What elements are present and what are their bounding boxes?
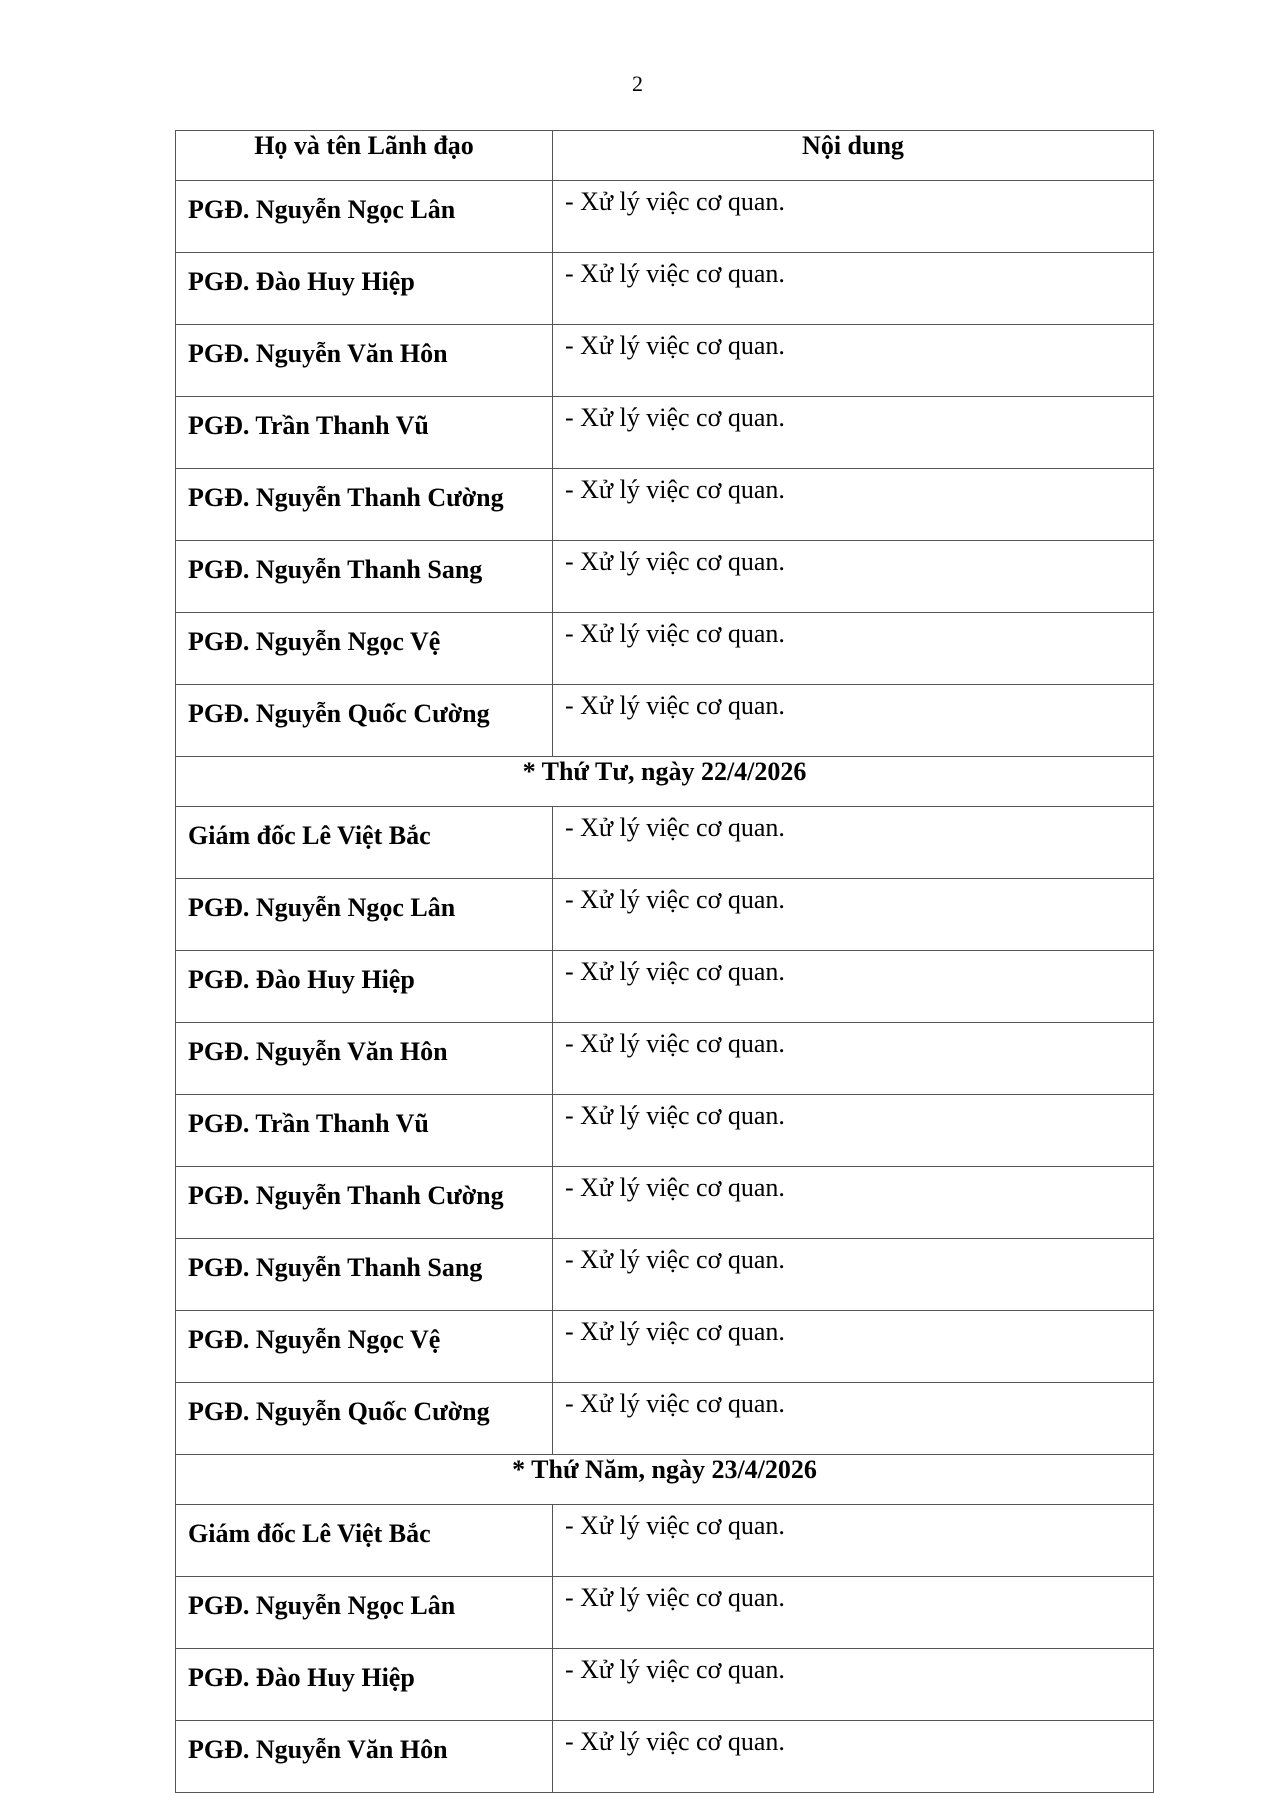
task-content: - Xử lý việc cơ quan. — [553, 807, 1154, 879]
table-row — [176, 1649, 1154, 1721]
page-number: 2 — [632, 71, 643, 96]
leader-name: PGĐ. Nguyễn Ngọc Lân — [176, 1577, 553, 1649]
task-content: - Xử lý việc cơ quan. — [553, 1239, 1154, 1311]
table-row — [176, 685, 1154, 757]
leader-name: PGĐ. Đào Huy Hiệp — [176, 253, 553, 325]
table-row — [176, 469, 1154, 541]
table-row — [176, 1505, 1154, 1577]
leader-name: PGĐ. Nguyễn Ngọc Lân — [176, 181, 553, 253]
task-content: - Xử lý việc cơ quan. — [553, 469, 1154, 541]
table-row — [176, 1167, 1154, 1239]
leader-name: PGĐ. Nguyễn Ngọc Lân — [176, 879, 553, 951]
table-row — [176, 1721, 1154, 1793]
task-content: - Xử lý việc cơ quan. — [553, 1577, 1154, 1649]
leader-name: PGĐ. Nguyễn Quốc Cường — [176, 1383, 553, 1455]
table-row — [176, 1383, 1154, 1455]
leader-name: PGĐ. Nguyễn Văn Hôn — [176, 1023, 553, 1095]
leader-name: PGĐ. Trần Thanh Vũ — [176, 1095, 553, 1167]
table-row — [176, 325, 1154, 397]
leader-name: PGĐ. Đào Huy Hiệp — [176, 951, 553, 1023]
table-row — [176, 1239, 1154, 1311]
day-header-row — [176, 1455, 1154, 1505]
task-content: - Xử lý việc cơ quan. — [553, 1311, 1154, 1383]
leader-schedule-table — [175, 130, 1154, 1793]
table-body — [176, 181, 1154, 1793]
day-label: * Thứ Năm, ngày 23/4/2026 — [176, 1455, 1154, 1505]
table-row — [176, 951, 1154, 1023]
task-content: - Xử lý việc cơ quan. — [553, 1505, 1154, 1577]
table-row — [176, 1577, 1154, 1649]
leader-name: Giám đốc Lê Việt Bắc — [176, 807, 553, 879]
table-row — [176, 541, 1154, 613]
task-content: - Xử lý việc cơ quan. — [553, 685, 1154, 757]
leader-name: PGĐ. Nguyễn Quốc Cường — [176, 685, 553, 757]
task-content: - Xử lý việc cơ quan. — [553, 951, 1154, 1023]
task-content: - Xử lý việc cơ quan. — [553, 397, 1154, 469]
table-row — [176, 879, 1154, 951]
table-row — [176, 253, 1154, 325]
leader-name: PGĐ. Nguyễn Văn Hôn — [176, 325, 553, 397]
leader-name: PGĐ. Nguyễn Ngọc Vệ — [176, 1311, 553, 1383]
table-row — [176, 807, 1154, 879]
leader-name: PGĐ. Nguyễn Ngọc Vệ — [176, 613, 553, 685]
table-row — [176, 613, 1154, 685]
task-content: - Xử lý việc cơ quan. — [553, 181, 1154, 253]
table-row — [176, 1095, 1154, 1167]
header-name-column: Họ và tên Lãnh đạo — [176, 131, 553, 181]
table-row — [176, 181, 1154, 253]
task-content: - Xử lý việc cơ quan. — [553, 541, 1154, 613]
task-content: - Xử lý việc cơ quan. — [553, 1095, 1154, 1167]
leader-name: PGĐ. Đào Huy Hiệp — [176, 1649, 553, 1721]
task-content: - Xử lý việc cơ quan. — [553, 1649, 1154, 1721]
table-row — [176, 1023, 1154, 1095]
leader-name: Giám đốc Lê Việt Bắc — [176, 1505, 553, 1577]
task-content: - Xử lý việc cơ quan. — [553, 879, 1154, 951]
leader-name: PGĐ. Nguyễn Thanh Sang — [176, 541, 553, 613]
day-header-row — [176, 757, 1154, 807]
task-content: - Xử lý việc cơ quan. — [553, 613, 1154, 685]
task-content: - Xử lý việc cơ quan. — [553, 1023, 1154, 1095]
task-content: - Xử lý việc cơ quan. — [553, 1721, 1154, 1793]
task-content: - Xử lý việc cơ quan. — [553, 1383, 1154, 1455]
task-content: - Xử lý việc cơ quan. — [553, 325, 1154, 397]
task-content: - Xử lý việc cơ quan. — [553, 1167, 1154, 1239]
header-content-column: Nội dung — [553, 131, 1154, 181]
leader-name: PGĐ. Nguyễn Văn Hôn — [176, 1721, 553, 1793]
leader-name: PGĐ. Nguyễn Thanh Cường — [176, 469, 553, 541]
table-header-row — [176, 131, 1154, 181]
leader-name: PGĐ. Nguyễn Thanh Cường — [176, 1167, 553, 1239]
leader-name: PGĐ. Nguyễn Thanh Sang — [176, 1239, 553, 1311]
leader-name: PGĐ. Trần Thanh Vũ — [176, 397, 553, 469]
task-content: - Xử lý việc cơ quan. — [553, 253, 1154, 325]
day-label: * Thứ Tư, ngày 22/4/2026 — [176, 757, 1154, 807]
table-row — [176, 1311, 1154, 1383]
table-row — [176, 397, 1154, 469]
